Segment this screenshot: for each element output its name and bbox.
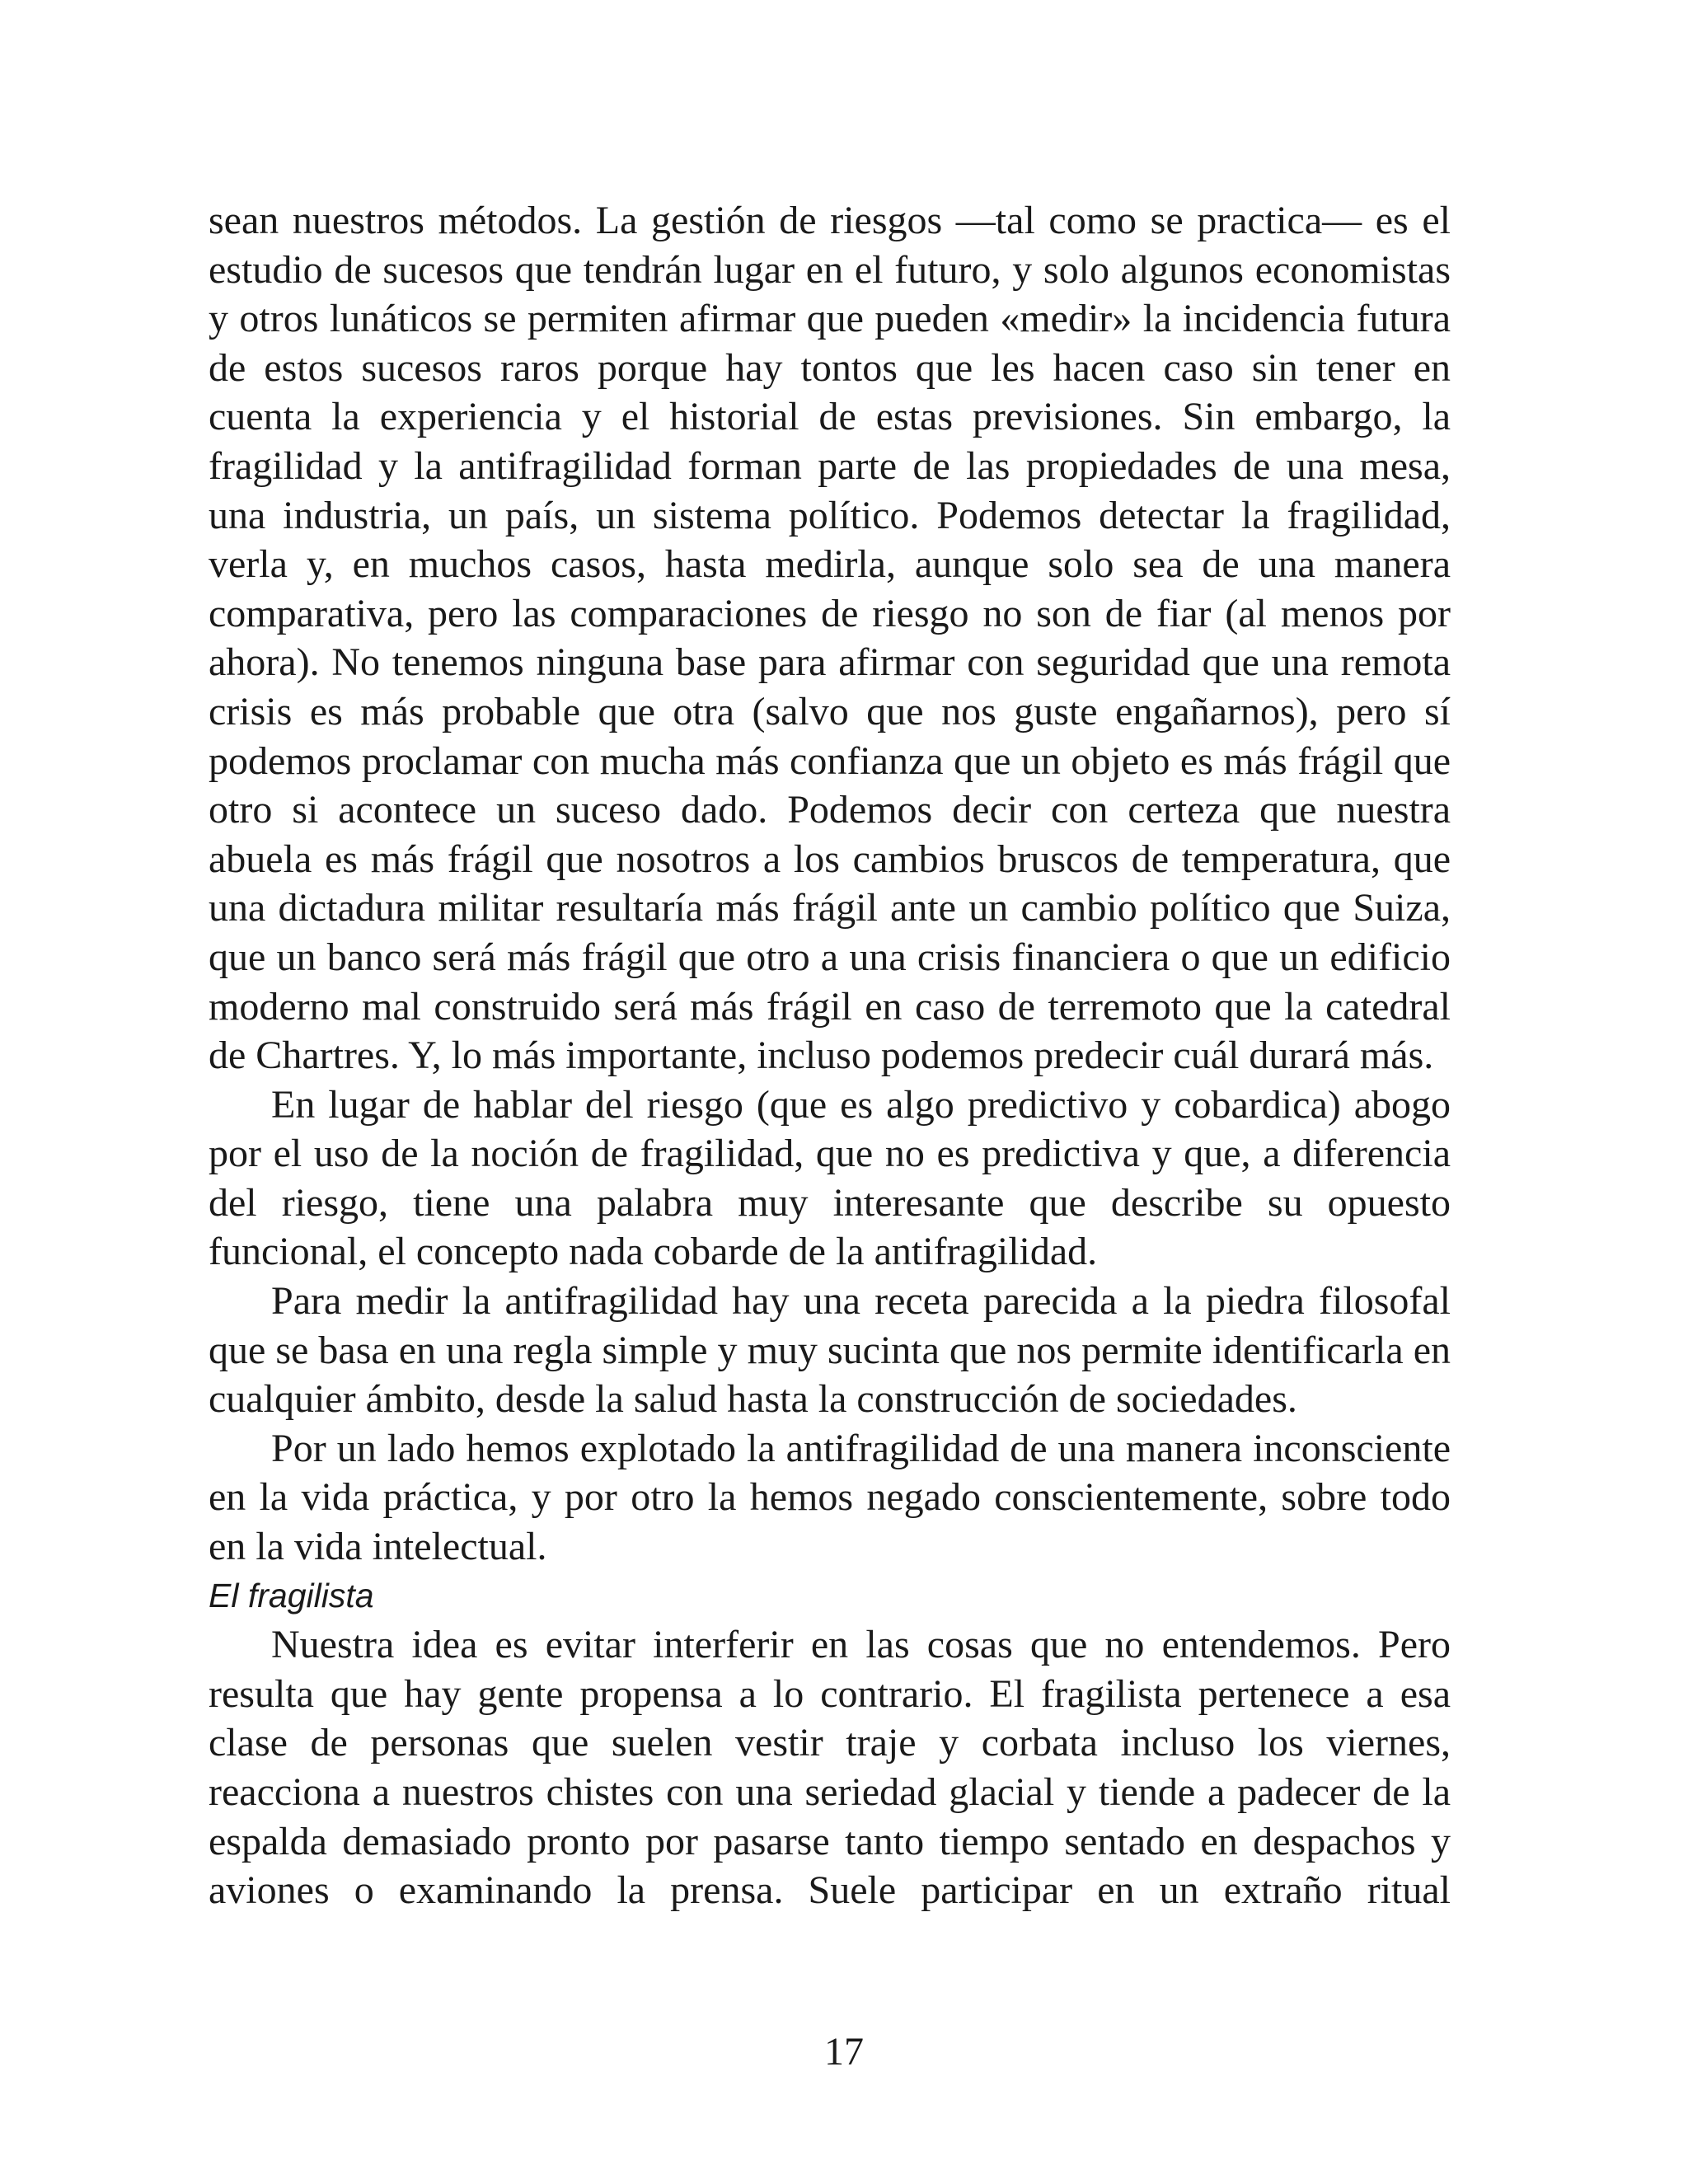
section-heading: El fragilista xyxy=(209,1576,374,1615)
page-body xyxy=(209,196,1451,1993)
paragraph-5: Nuestra idea es evitar interferir en las cosas que no entendemos. Pero resulta que hay gente propensa a lo contrario. El fragilista pertenece a esa clase de personas que suelen vestir traje y corbata incluso los viernes, reacciona a nuestros chistes con una seriedad glacial y tiende a padecer de la espalda demasiado pronto por pasarse tanto tiempo sentado en despachos y aviones o examinando la prensa. Suele participar en un extraño ritual xyxy=(209,1623,1451,1913)
paragraph-1: sean nuestros métodos. La gestión de riesgos —tal como se practica— es el estudio de sucesos que tendrán lugar en el futuro, y solo algunos economistas y otros lunáticos se permiten afirmar que pueden «medir» la incidencia futura de estos sucesos raros porque hay tontos que les hacen caso sin tener en cuenta la experiencia y el historial de estas previsiones. Sin embargo, la fragilidad y la antifragilidad forman parte de las propiedades de una mesa, una industria, un país, un sistema político. Podemos detectar la fragilidad, verla y, en muchos casos, hasta medirla, aunque solo sea de una manera comparativa, pero las comparaciones de riesgo no son de fiar (al menos por ahora). No tenemos ninguna base para afirmar con seguridad que una remota crisis es más probable que otra (salvo que nos guste engañarnos), pero sí podemos proclamar con mucha más confianza que un objeto es más frágil que otro si acontece un suceso dado. Podemos decir con certeza que nuestra abuela es más frágil que nosotros a los cambios bruscos de temperatura, que una dictadura militar resultaría más frágil ante un cambio político que Suiza, que un banco será más frágil que otro a una crisis financiera o que un edificio moderno mal construido será más frágil en caso de terremoto que la catedral de Chartres. Y, lo más importante, incluso podemos predecir cuál durará más. xyxy=(209,199,1451,1078)
paragraph-3: Para medir la antifragilidad hay una receta parecida a la piedra filosofal que se basa en una regla simple y muy sucinta que nos permite identificarla en cualquier ámbito, desde la salud hasta la construcción de sociedades. xyxy=(209,1279,1451,1422)
body-text xyxy=(209,196,1451,1915)
paragraph-4: Por un lado hemos explotado la antifragilidad de una manera inconsciente en la vida práctica, y por otro la hemos negado conscientemente, sobre todo en la vida intelectual. xyxy=(209,1426,1451,1569)
paragraph-2: En lugar de hablar del riesgo (que es algo predictivo y cobardica) abogo por el uso de la noción de fragilidad, que no es predictiva y que, a diferencia del riesgo, tiene una palabra muy interesante que describe su opuesto funcional, el concepto nada cobarde de la antifragilidad. xyxy=(209,1082,1451,1274)
page-number: 17 xyxy=(824,2030,864,2074)
